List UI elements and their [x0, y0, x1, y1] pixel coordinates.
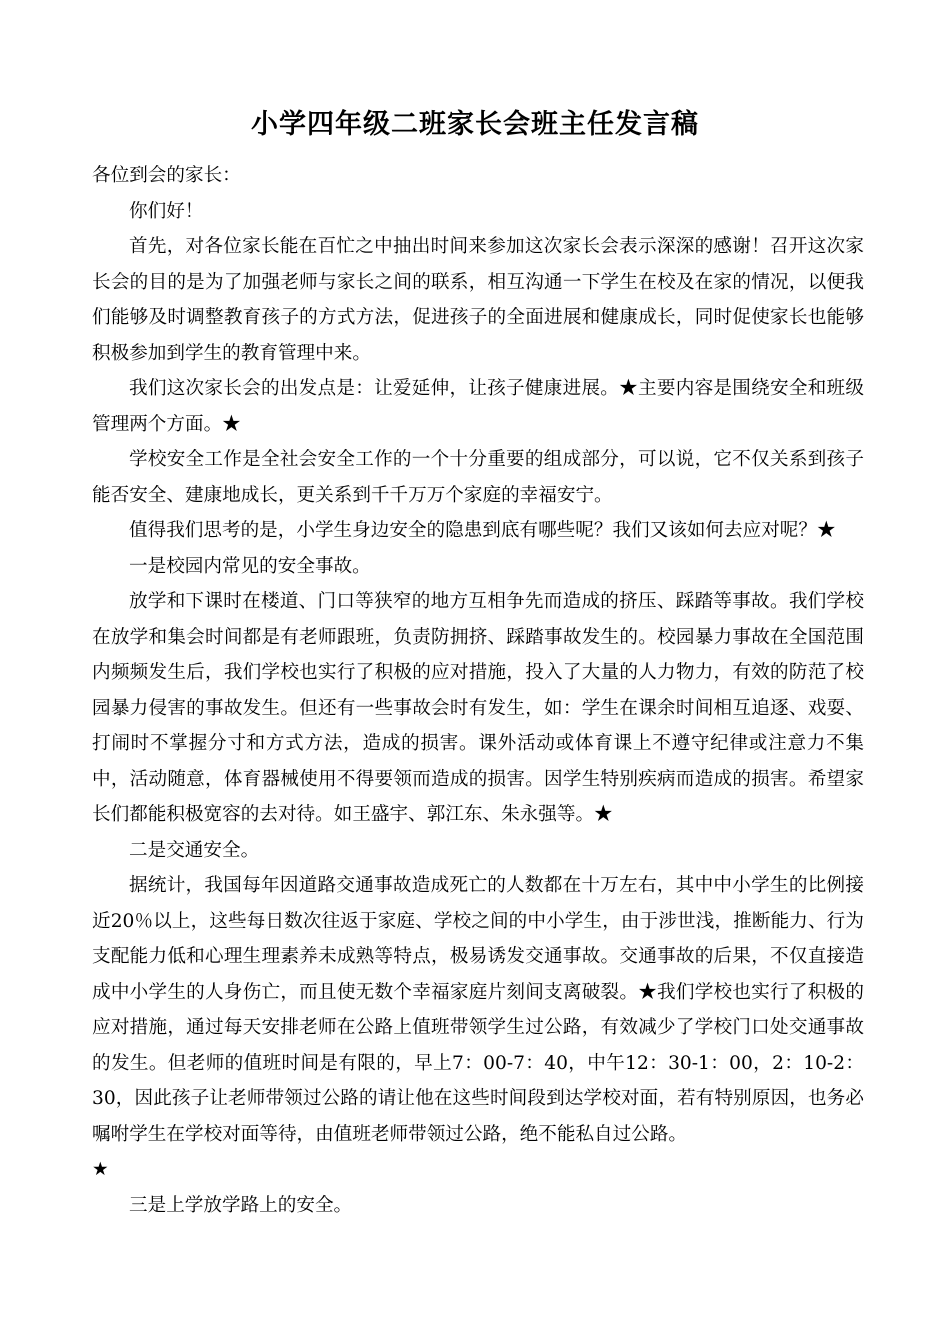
document-body [92, 158, 864, 1223]
paragraph-traffic: 据统计，我国每年因道路交通事故造成死亡的人数都在十万左右，其中中小学生的比例接近20％以上，这些每日数次往返于家庭、学校之间的中小学生，由于涉世浅，推断能力、行为支配能力低和心理生理素养未成熟等特点，极易诱发交通事故。交通事故的后果，不仅直接造成中小学生的人身伤亡，而且使无数个幸福家庭片刻间支离破裂。★我们学校也实行了积极的应对措施，通过每天安排老师在公路上值班带领学生过公路，有效减少了学校门口处交通事故的发生。但老师的值班时间是有限的，早上7：00-7：40，中午12：30-1：00，2：10-2：30，因此孩子让老师带领过公路的请让他在这些时间段到达学校对面，若有特别原因，也务必嘱咐学生在学校对面等待，由值班老师带领过公路，绝不能私自过公路。 [92, 875, 864, 1145]
paragraph-intro: 首先，对各位家长能在百忙之中抽出时间来参加这次家长会表示深深的感谢！召开这次家长会的目的是为了加强老师与家长之间的联系，相互沟通一下学生在校及在家的情况，以便我们能够及时调整教育孩子的方式方法，促进孩子的全面进展和健康成长，同时促使家长也能够积极参加到学生的教育管理中来。 [92, 236, 864, 364]
paragraph-question: 值得我们思考的是，小学生身边安全的隐患到底有哪些呢？我们又该如何去应对呢？★ [129, 520, 836, 541]
section-heading-commute: 三是上学放学路上的安全。 [129, 1194, 353, 1216]
section-heading-traffic: 二是交通安全。 [129, 839, 260, 861]
paragraph-school-safety: 学校安全工作是全社会安全工作的一个十分重要的组成部分，可以说，它不仅关系到孩子能否安全、建康地成长，更关系到千千万万个家庭的幸福安宁。 [92, 449, 864, 506]
document-title: 小学四年级二班家长会班主任发言稿 [251, 109, 699, 140]
paragraph-campus-accidents: 放学和下课时在楼道、门口等狭窄的地方互相争先而造成的挤压、踩踏等事故。我们学校在放学和集会时间都是有老师跟班，负责防拥挤、踩踏事故发生的。校园暴力事故在全国范围内频频发生后，我们学校也实行了积极的应对措施，投入了大量的人力物力，有效的防范了校园暴力侵害的事故发生。但还有一些事故会时有发生，如：学生在课余时间相互追逐、戏耍、打闹时不掌握分寸和方式方法，造成的损害。课外活动或体育课上不遵守纪律或注意力不集中，活动随意，体育器械使用不得要领而造成的损害。因学生特别疾病而造成的损害。希望家长们都能积极宽容的去对待。如王盛宇、郭江东、朱永强等。★ [92, 591, 864, 825]
section-heading-campus: 一是校园内常见的安全事故。 [129, 555, 371, 577]
greeting: 各位到会的家长： [92, 165, 241, 186]
paragraph-purpose: 我们这次家长会的出发点是：让爱延伸，让孩子健康进展。★主要内容是围绕安全和班级管理两个方面。★ [92, 378, 864, 435]
star-marker: ★ [92, 1159, 109, 1180]
paragraph-hello: 你们好！ [129, 200, 204, 222]
